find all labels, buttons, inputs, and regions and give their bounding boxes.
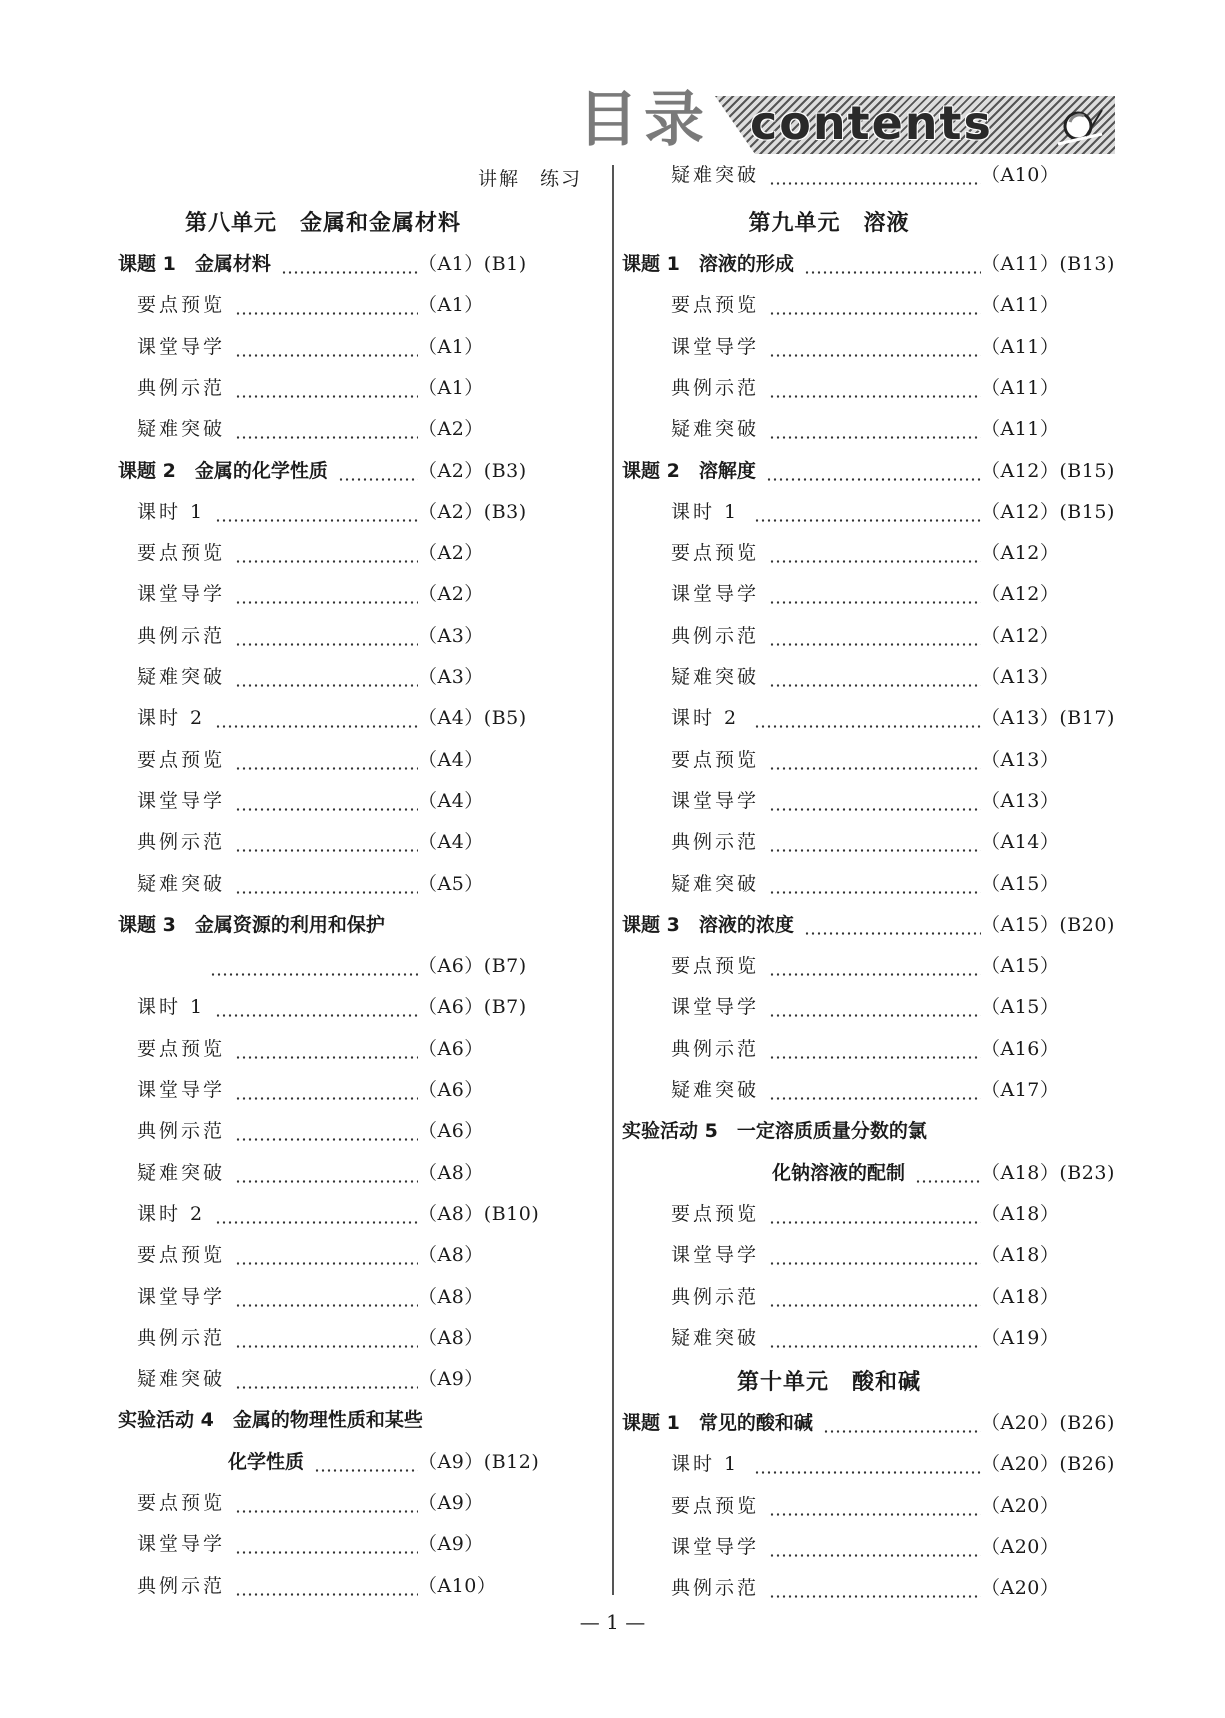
toc-leader-dots	[769, 849, 981, 852]
toc-entry-label: 疑难突破	[671, 872, 760, 895]
toc-entry-label: 课堂导学	[137, 789, 226, 812]
toc-page-ref: （A18）	[981, 1285, 1060, 1308]
toc-section-entry[interactable]	[0, 1400, 612, 1441]
toc-page-ref: （A20）(B26)	[981, 1412, 1115, 1434]
toc-leader-dots	[235, 312, 418, 315]
toc-page-ref: （A9）	[418, 1533, 484, 1556]
toc-entry[interactable]	[614, 946, 1225, 987]
toc-entry[interactable]	[0, 657, 612, 698]
toc-leader-dots	[769, 1097, 981, 1100]
toc-entry-label: 典例示范	[137, 1326, 226, 1349]
toc-leader-dots	[215, 1014, 418, 1017]
col-header-lecture: 讲解	[478, 168, 521, 190]
toc-entry[interactable]	[614, 864, 1225, 905]
toc-entry[interactable]	[0, 1318, 612, 1359]
toc-entry-label: 课时 1	[671, 500, 740, 523]
toc-page-ref: （A15）(B20)	[981, 913, 1115, 936]
toc-page-ref: （A3）	[418, 666, 484, 688]
toc-leader-dots	[235, 1510, 418, 1513]
toc-entry[interactable]	[614, 1235, 1225, 1276]
toc-leader-dots	[215, 1221, 418, 1224]
toc-entry[interactable]	[614, 1029, 1225, 1070]
toc-entry-label: 典例示范	[137, 376, 226, 399]
toc-page-ref: （A17）	[981, 1079, 1060, 1101]
toc-page-ref: （A10）	[981, 164, 1060, 186]
toc-entry[interactable]	[0, 1359, 612, 1400]
toc-leader-dots	[769, 891, 981, 894]
toc-entry-label: 疑难突破	[671, 666, 760, 688]
toc-page-ref: （A12）	[981, 542, 1060, 565]
toc-entry-label: 要点预览	[671, 1494, 760, 1517]
toc-entry[interactable]	[614, 155, 1225, 196]
toc-page-ref: （A13）	[981, 666, 1060, 688]
toc-page-ref: （A9）(B12)	[418, 1450, 540, 1473]
toc-entry-label: 课题 3 溶液的浓度	[622, 913, 794, 936]
toc-entry-label: 要点预览	[671, 294, 760, 317]
toc-entry-label: 课时 2	[137, 1202, 206, 1225]
toc-leader-dots	[235, 395, 418, 398]
toc-page-ref: （A15）	[981, 955, 1060, 978]
toc-section-entry[interactable]	[614, 451, 1225, 492]
toc-page-ref: （A1）	[418, 294, 484, 317]
toc-leader-dots	[235, 1056, 418, 1059]
toc-page-ref: （A1）	[418, 376, 484, 399]
toc-entry-label: 典例示范	[137, 1574, 226, 1597]
toc-leader-dots	[235, 601, 418, 604]
toc-entry-label: 要点预览	[137, 294, 226, 317]
toc-entry-label: 疑难突破	[671, 1326, 760, 1349]
toc-entry[interactable]	[0, 1524, 612, 1565]
toc-entry[interactable]	[0, 492, 612, 533]
toc-entry[interactable]	[0, 574, 612, 615]
toc-leader-dots	[235, 684, 418, 687]
toc-entry[interactable]	[614, 657, 1225, 698]
toc-entry[interactable]	[0, 781, 612, 822]
toc-entry-label: 课时 2	[137, 707, 206, 730]
toc-leader-dots	[235, 1097, 418, 1100]
toc-entry-label: 课堂导学	[671, 996, 760, 1019]
toc-entry-label: 疑难突破	[671, 418, 760, 441]
toc-entry-label: 典例示范	[137, 831, 226, 854]
toc-page-ref: （A12）	[981, 583, 1060, 606]
toc-entry[interactable]	[0, 1111, 612, 1152]
toc-leader-dots	[235, 1304, 418, 1307]
toc-leader-dots	[235, 1345, 418, 1348]
toc-entry[interactable]	[0, 987, 612, 1028]
toc-entry[interactable]	[0, 1070, 612, 1111]
toc-entry-label: 要点预览	[137, 1244, 226, 1267]
toc-entry[interactable]	[0, 327, 612, 368]
toc-page-ref: （A15）	[981, 872, 1060, 895]
toc-leader-dots	[235, 560, 418, 563]
toc-leader-dots	[769, 808, 981, 811]
toc-entry[interactable]	[614, 368, 1225, 409]
toc-entry-label: 课时 1	[137, 500, 206, 523]
toc-entry-label: 课时 1	[137, 996, 206, 1019]
toc-entry[interactable]	[614, 1527, 1225, 1568]
toc-leader-dots	[769, 312, 981, 315]
toc-page-ref: （A5）	[418, 872, 484, 895]
toc-page-ref: （A11）(B13)	[981, 253, 1115, 275]
toc-entry[interactable]	[614, 1070, 1225, 1111]
toc-entry[interactable]	[0, 946, 612, 987]
toc-leader-dots	[769, 1345, 981, 1348]
toc-leader-dots	[766, 478, 981, 481]
toc-entry[interactable]	[0, 409, 612, 450]
toc-leader-dots	[235, 1138, 418, 1141]
toc-leader-dots	[754, 1471, 981, 1474]
toc-entry[interactable]	[0, 368, 612, 409]
toc-page-ref: （A18）	[981, 1202, 1060, 1225]
toc-page-ref: （A8）(B10)	[418, 1202, 540, 1225]
flask-logo-icon	[1050, 100, 1110, 154]
toc-entry[interactable]	[0, 1277, 612, 1318]
toc-page-ref: （A2）	[418, 583, 484, 606]
toc-page-ref: （A8）	[418, 1285, 484, 1308]
toc-entry-label: 课堂导学	[671, 335, 760, 358]
toc-page-ref: （A10）	[418, 1574, 497, 1597]
toc-entry-label: 典例示范	[671, 624, 760, 647]
toc-leader-dots	[769, 354, 981, 357]
toc-entry-label: 课题 2 金属的化学性质	[118, 459, 328, 482]
toc-leader-dots	[769, 395, 981, 398]
toc-entry[interactable]	[614, 740, 1225, 781]
toc-entry-label: 要点预览	[671, 748, 760, 771]
toc-leader-dots	[314, 1469, 418, 1472]
toc-leader-dots	[804, 271, 981, 274]
toc-leader-dots	[769, 684, 981, 687]
toc-leader-dots	[769, 767, 981, 770]
toc-leader-dots	[769, 973, 981, 976]
toc-entry-label: 疑难突破	[137, 872, 226, 895]
toc-page-ref: （A6）(B7)	[418, 955, 527, 978]
toc-entry-label: 课堂导学	[671, 789, 760, 812]
toc-entry[interactable]	[614, 698, 1225, 739]
toc-page-ref: （A11）	[981, 418, 1060, 441]
toc-leader-dots	[235, 354, 418, 357]
page-number: — 1 —	[579, 1610, 646, 1634]
col-header-practice: 练习	[540, 168, 583, 190]
toc-page-ref: （A20）	[981, 1494, 1060, 1517]
toc-entry-label: 化学性质	[228, 1450, 305, 1473]
toc-entry[interactable]	[614, 616, 1225, 657]
toc-page-ref: （A20）	[981, 1577, 1060, 1600]
toc-section-entry[interactable]	[614, 1403, 1225, 1444]
toc-entry-label: 疑难突破	[137, 666, 226, 688]
toc-entry-label: 课题 1 金属材料	[118, 253, 271, 275]
toc-leader-dots	[769, 1221, 981, 1224]
toc-entry[interactable]	[614, 327, 1225, 368]
toc-section-entry[interactable]	[0, 1442, 612, 1483]
toc-page-ref: （A2）(B3)	[418, 459, 527, 482]
toc-page-ref: （A13）	[981, 789, 1060, 812]
toc-entry-label: 课堂导学	[137, 335, 226, 358]
toc-leader-dots	[235, 767, 418, 770]
toc-page-ref: （A3）	[418, 624, 484, 647]
toc-entry-label: 课题 1 常见的酸和碱	[622, 1412, 813, 1434]
toc-entry-label: 课题 2 溶解度	[622, 459, 756, 482]
toc-entry-label: 课堂导学	[137, 1079, 226, 1101]
toc-entry-label: 疑难突破	[671, 1079, 760, 1101]
toc-entry[interactable]	[0, 1153, 612, 1194]
toc-page-ref: （A1）	[418, 335, 484, 358]
toc-page-ref: （A13）(B17)	[981, 707, 1115, 730]
toc-entry-label: 典例示范	[671, 1577, 760, 1600]
toc-leader-dots	[769, 1595, 981, 1598]
toc-leader-dots	[769, 643, 981, 646]
toc-entry-label: 要点预览	[137, 1037, 226, 1060]
toc-entry-label: 疑难突破	[137, 418, 226, 441]
toc-entry-label: 课时 1	[671, 1453, 740, 1476]
toc-page-ref: （A2）	[418, 542, 484, 565]
toc-entry[interactable]	[0, 864, 612, 905]
toc-page-ref: （A8）	[418, 1161, 484, 1184]
toc-entry-label: 要点预览	[671, 542, 760, 565]
toc-entry[interactable]	[614, 822, 1225, 863]
toc-leader-dots	[769, 1513, 981, 1516]
toc-entry[interactable]	[0, 698, 612, 739]
toc-page-ref: （A18）	[981, 1244, 1060, 1267]
page-subtitle: contents	[750, 96, 993, 150]
toc-entry-label: 典例示范	[137, 1120, 226, 1143]
toc-page-ref: （A6）	[418, 1037, 484, 1060]
toc-entry[interactable]	[614, 1194, 1225, 1235]
toc-entry-label: 课题 1 溶液的形成	[622, 253, 794, 275]
toc-leader-dots	[235, 808, 418, 811]
toc-leader-dots	[769, 1304, 981, 1307]
toc-page-ref: （A8）	[418, 1244, 484, 1267]
unit-title: 第九单元 溶液	[748, 211, 910, 236]
toc-entry[interactable]	[0, 1566, 612, 1607]
toc-leader-dots	[754, 725, 981, 728]
toc-leader-dots	[281, 271, 418, 274]
unit-title: 第十单元 酸和碱	[736, 1370, 921, 1395]
toc-section-entry[interactable]	[614, 244, 1225, 285]
toc-page-ref: （A11）	[981, 376, 1060, 399]
toc-entry[interactable]	[0, 822, 612, 863]
toc-leader-dots	[769, 436, 981, 439]
toc-entry[interactable]	[614, 533, 1225, 574]
toc-entry[interactable]	[614, 574, 1225, 615]
toc-page-ref: （A12）	[981, 624, 1060, 647]
toc-entry[interactable]	[614, 1444, 1225, 1485]
toc-entry[interactable]	[614, 987, 1225, 1028]
toc-leader-dots	[754, 519, 981, 522]
toc-page-ref: （A8）	[418, 1326, 484, 1349]
toc-page-ref: （A4）	[418, 831, 484, 854]
toc-leader-dots	[769, 601, 981, 604]
toc-entry-label: 疑难突破	[137, 1161, 226, 1184]
toc-section-entry[interactable]	[0, 451, 612, 492]
toc-entry[interactable]	[614, 409, 1225, 450]
toc-entry-label: 课堂导学	[671, 1244, 760, 1267]
toc-entry[interactable]	[0, 1235, 612, 1276]
toc-entry-label: 要点预览	[671, 955, 760, 978]
toc-leader-dots	[215, 519, 418, 522]
toc-entry-label: 要点预览	[137, 1492, 226, 1514]
toc-page-ref: （A11）	[981, 335, 1060, 358]
toc-page-ref: （A4）(B5)	[418, 707, 527, 730]
page-title: 目录	[578, 85, 710, 155]
toc-entry-label: 疑难突破	[137, 1368, 226, 1391]
column-header	[478, 164, 602, 191]
toc-leader-dots	[804, 932, 981, 935]
toc-entry[interactable]	[614, 285, 1225, 326]
toc-entry[interactable]	[0, 740, 612, 781]
toc-entry[interactable]	[0, 1483, 612, 1524]
toc-entry[interactable]	[0, 1029, 612, 1070]
toc-leader-dots	[769, 182, 981, 185]
toc-entry-label: 疑难突破	[671, 164, 760, 186]
toc-entry-label: 课堂导学	[137, 1533, 226, 1556]
toc-entry-label: 典例示范	[137, 624, 226, 647]
toc-page-ref: （A15）	[981, 996, 1060, 1019]
toc-page-ref: （A20）(B26)	[981, 1453, 1115, 1476]
toc-section-entry[interactable]	[614, 1153, 1225, 1194]
toc-section-entry[interactable]	[0, 905, 612, 946]
toc-leader-dots	[769, 560, 981, 563]
toc-page-ref: （A16）	[981, 1037, 1060, 1060]
toc-page-ref: （A12）(B15)	[981, 459, 1115, 482]
toc-entry-label: 要点预览	[137, 542, 226, 565]
toc-leader-dots	[235, 1262, 418, 1265]
toc-entry-label: 要点预览	[671, 1202, 760, 1225]
toc-page-ref: （A1）(B1)	[418, 253, 527, 275]
toc-entry[interactable]	[0, 616, 612, 657]
toc-entry[interactable]	[614, 1277, 1225, 1318]
toc-leader-dots	[769, 1262, 981, 1265]
toc-entry-label: 课堂导学	[137, 1285, 226, 1308]
toc-leader-dots	[769, 1554, 981, 1557]
toc-page-ref: （A11）	[981, 294, 1060, 317]
toc-entry-label: 课堂导学	[671, 1535, 760, 1558]
toc-entry[interactable]	[0, 1194, 612, 1235]
toc-page-ref: （A14）	[981, 831, 1060, 854]
toc-section-entry[interactable]	[614, 905, 1225, 946]
toc-entry[interactable]	[614, 1486, 1225, 1527]
toc-page-ref: （A20）	[981, 1535, 1060, 1558]
toc-entry-label: 实验活动 4 金属的物理性质和某些	[118, 1409, 423, 1432]
toc-page-ref: （A18）(B23)	[981, 1161, 1115, 1184]
toc-page-ref: （A4）	[418, 748, 484, 771]
toc-entry-label: 课时 2	[671, 707, 740, 730]
toc-leader-dots	[769, 1014, 981, 1017]
toc-page-ref: （A12）(B15)	[981, 500, 1115, 523]
toc-page-ref: （A6）(B7)	[418, 996, 527, 1019]
toc-leader-dots	[235, 849, 418, 852]
toc-leader-dots	[235, 891, 418, 894]
toc-leader-dots	[215, 725, 418, 728]
toc-section-entry[interactable]	[614, 1111, 1225, 1152]
toc-entry-label: 化钠溶液的配制	[772, 1161, 906, 1184]
toc-page-ref: （A4）	[418, 789, 484, 812]
toc-entry-label: 课题 3 金属资源的利用和保护	[118, 913, 385, 936]
toc-entry-label: 典例示范	[671, 1285, 760, 1308]
toc-page-ref: （A9）	[418, 1492, 484, 1514]
toc-entry-label: 典例示范	[671, 376, 760, 399]
toc-page-ref: （A6）	[418, 1079, 484, 1101]
toc-leader-dots	[823, 1430, 981, 1433]
toc-entry-label: 典例示范	[671, 1037, 760, 1060]
toc-entry-label: 课堂导学	[671, 583, 760, 606]
toc-section-entry[interactable]	[0, 244, 612, 285]
toc-entry[interactable]	[0, 533, 612, 574]
unit-title: 第八单元 金属和金属材料	[184, 211, 461, 236]
toc-leader-dots	[235, 1551, 418, 1554]
toc-leader-dots	[235, 1180, 418, 1183]
toc-leader-dots	[210, 973, 418, 976]
toc-leader-dots	[769, 1056, 981, 1059]
toc-leader-dots	[235, 436, 418, 439]
toc-leader-dots	[235, 643, 418, 646]
toc-leader-dots	[235, 1386, 418, 1389]
toc-entry-label: 典例示范	[671, 831, 760, 854]
toc-leader-dots	[915, 1180, 981, 1183]
toc-entry[interactable]	[614, 781, 1225, 822]
toc-page-ref: （A2）(B3)	[418, 500, 527, 523]
toc-leader-dots	[235, 1593, 418, 1596]
toc-entry[interactable]	[614, 492, 1225, 533]
toc-entry[interactable]	[0, 285, 612, 326]
toc-entry[interactable]	[614, 1568, 1225, 1609]
toc-entry-label: 要点预览	[137, 748, 226, 771]
toc-page-ref: （A6）	[418, 1120, 484, 1143]
toc-page-ref: （A19）	[981, 1326, 1060, 1349]
toc-entry[interactable]	[614, 1318, 1225, 1359]
toc-page-ref: （A9）	[418, 1368, 484, 1391]
toc-leader-dots	[338, 478, 418, 481]
toc-page-ref: （A13）	[981, 748, 1060, 771]
toc-entry-label: 实验活动 5 一定溶质质量分数的氯	[622, 1120, 927, 1143]
toc-entry-label: 课堂导学	[137, 583, 226, 606]
toc-page-ref: （A2）	[418, 418, 484, 441]
